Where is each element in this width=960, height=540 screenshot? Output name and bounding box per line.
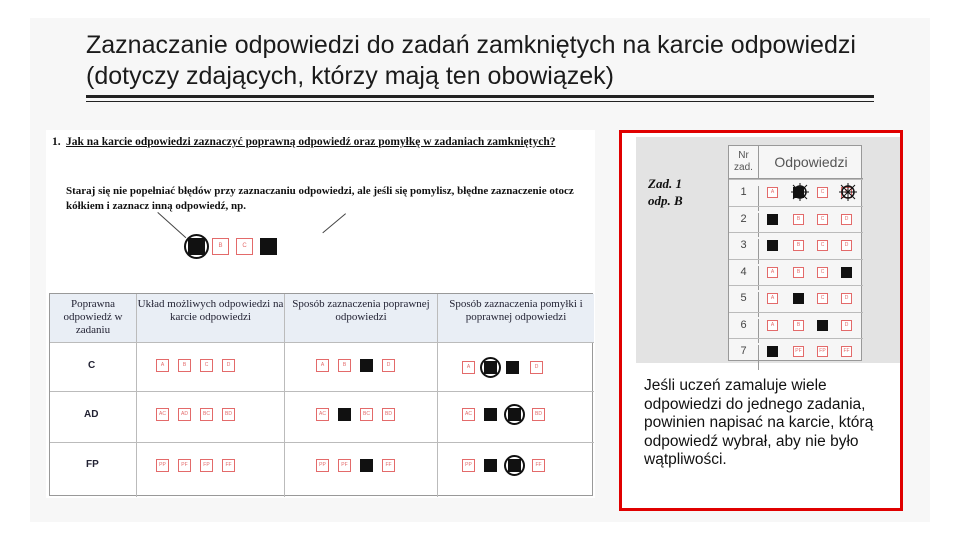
table-divider [284,294,285,497]
question-number: 1. [52,136,61,148]
grid-row-divider [729,312,863,313]
answer-box: D [841,293,852,304]
table-divider [50,391,594,392]
answer-box: D [841,320,852,331]
option-box: BD [532,408,545,421]
table-divider [50,442,594,443]
table-header-error-mark: Sposób zaznaczenia pomyłki i poprawnej odpowiedzi [438,294,594,342]
instruction-image [46,130,595,498]
note-text: Jeśli uczeń zamaluje wiele odpowiedzi do jednego zadania, powinien napisać na karcie, którą odpowiedź wybrał, aby nie było wątpliwości. [644,377,874,468]
filled-answer-box [767,240,778,251]
option-box: D [382,359,395,372]
grid-row-divider [729,259,863,260]
filled-answer-box [817,320,828,331]
filled-box [484,459,497,472]
option-box: PF [178,459,191,472]
option-box: A [316,359,329,372]
option-box: AD [178,408,191,421]
row-label: C [88,360,96,371]
option-box: BD [222,408,235,421]
answer-card-image [636,137,900,363]
explanation-text: Staraj się nie popełniać błędów przy zaznaczaniu odpowiedzi, ale jeśli się pomylisz, błędne zaznaczenie otocz kółkiem i zaznacz inną odpowiedź, np. [66,185,574,212]
option-box: FP [200,459,213,472]
filled-box [484,361,497,374]
task-number: 7 [729,345,759,370]
demo-box-a [188,238,205,255]
option-box: C [200,359,213,372]
demo-box-b: B [212,238,229,255]
filled-box [508,459,521,472]
answer-box: PF [793,346,804,357]
arrow-line [157,212,186,238]
answer-box: B [793,214,804,225]
task-annotation [648,175,683,209]
task-number: 4 [729,266,759,291]
answer-box: C [817,187,828,198]
filled-answer-box [767,346,778,357]
title-rule [86,95,874,98]
answer-box: C [817,293,828,304]
answer-box: A [767,187,778,198]
grid-row-divider [729,285,863,286]
answer-box: D [841,214,852,225]
filled-box [360,359,373,372]
filled-box [484,408,497,421]
filled-answer-box [767,214,778,225]
task-number: 3 [729,239,759,264]
option-box: PP [156,459,169,472]
option-box: A [462,361,475,374]
option-box: D [530,361,543,374]
option-box: D [222,359,235,372]
filled-box [508,408,521,421]
filled-answer-box [841,267,852,278]
task-number: 5 [729,292,759,317]
row-label: FP [86,459,99,470]
grid-row-divider [729,338,863,339]
task-label: Zad. 1 [648,176,682,191]
answer-label: odp. B [648,193,683,208]
answer-box: A [767,293,778,304]
row-label: AD [84,409,99,420]
demo-box-c: C [236,238,253,255]
table-divider [136,294,137,497]
option-box: PP [462,459,475,472]
option-box: AC [156,408,169,421]
answer-box: C [817,214,828,225]
task-number: 2 [729,213,759,238]
option-box: PP [316,459,329,472]
answer-box: B [793,240,804,251]
grid-row-divider [729,232,863,233]
answer-box: D [841,240,852,251]
crossed-out-mark [791,183,809,201]
answer-card-panel [619,130,903,511]
option-box: BC [360,408,373,421]
arrow-line [322,213,346,233]
table-header-layout: Układ możliwych odpowiedzi na karcie odpowiedzi [137,294,284,342]
table-header-correct-mark: Sposób zaznaczenia poprawnej odpowiedzi [285,294,437,342]
answer-box: A [767,267,778,278]
option-box: FF [222,459,235,472]
table-header-correct: Poprawna odpowiedź w zadaniu [50,294,136,342]
option-box: AC [316,408,329,421]
option-box: B [178,359,191,372]
slide-title: Zaznaczanie odpowiedzi do zadań zamkniętych na karcie odpowiedzi (dotyczy zdających, którzy mają ten obowiązek) [86,31,856,90]
option-box: FF [382,459,395,472]
grid-row-divider [729,179,863,180]
answer-box: C [817,240,828,251]
filled-answer-box [793,293,804,304]
nr-header: Nr zad. [729,146,759,179]
answer-box: A [767,320,778,331]
crossed-out-mark [839,183,857,201]
answer-box: FF [841,346,852,357]
option-box: PF [338,459,351,472]
task-number: 1 [729,186,759,211]
filled-box [506,361,519,374]
answer-box: B [793,267,804,278]
table-divider [437,294,438,497]
answer-box: C [817,267,828,278]
grid-row-divider [729,206,863,207]
answer-box: FP [817,346,828,357]
task-number: 6 [729,319,759,344]
answer-grid [728,145,862,361]
filled-box [338,408,351,421]
marking-table [49,293,593,496]
filled-box [360,459,373,472]
question-text: Jak na karcie odpowiedzi zaznaczyć poprawną odpowiedź oraz pomyłkę w zadaniach zamkniętych? [66,136,556,148]
answer-box: B [793,320,804,331]
option-box: BC [200,408,213,421]
answers-header: Odpowiedzi [759,146,863,179]
option-box: A [156,359,169,372]
title-rule-thin [86,101,874,102]
demo-box-d [260,238,277,255]
option-box: B [338,359,351,372]
option-box: BD [382,408,395,421]
table-divider [50,342,594,343]
option-box: FF [532,459,545,472]
option-box: AC [462,408,475,421]
